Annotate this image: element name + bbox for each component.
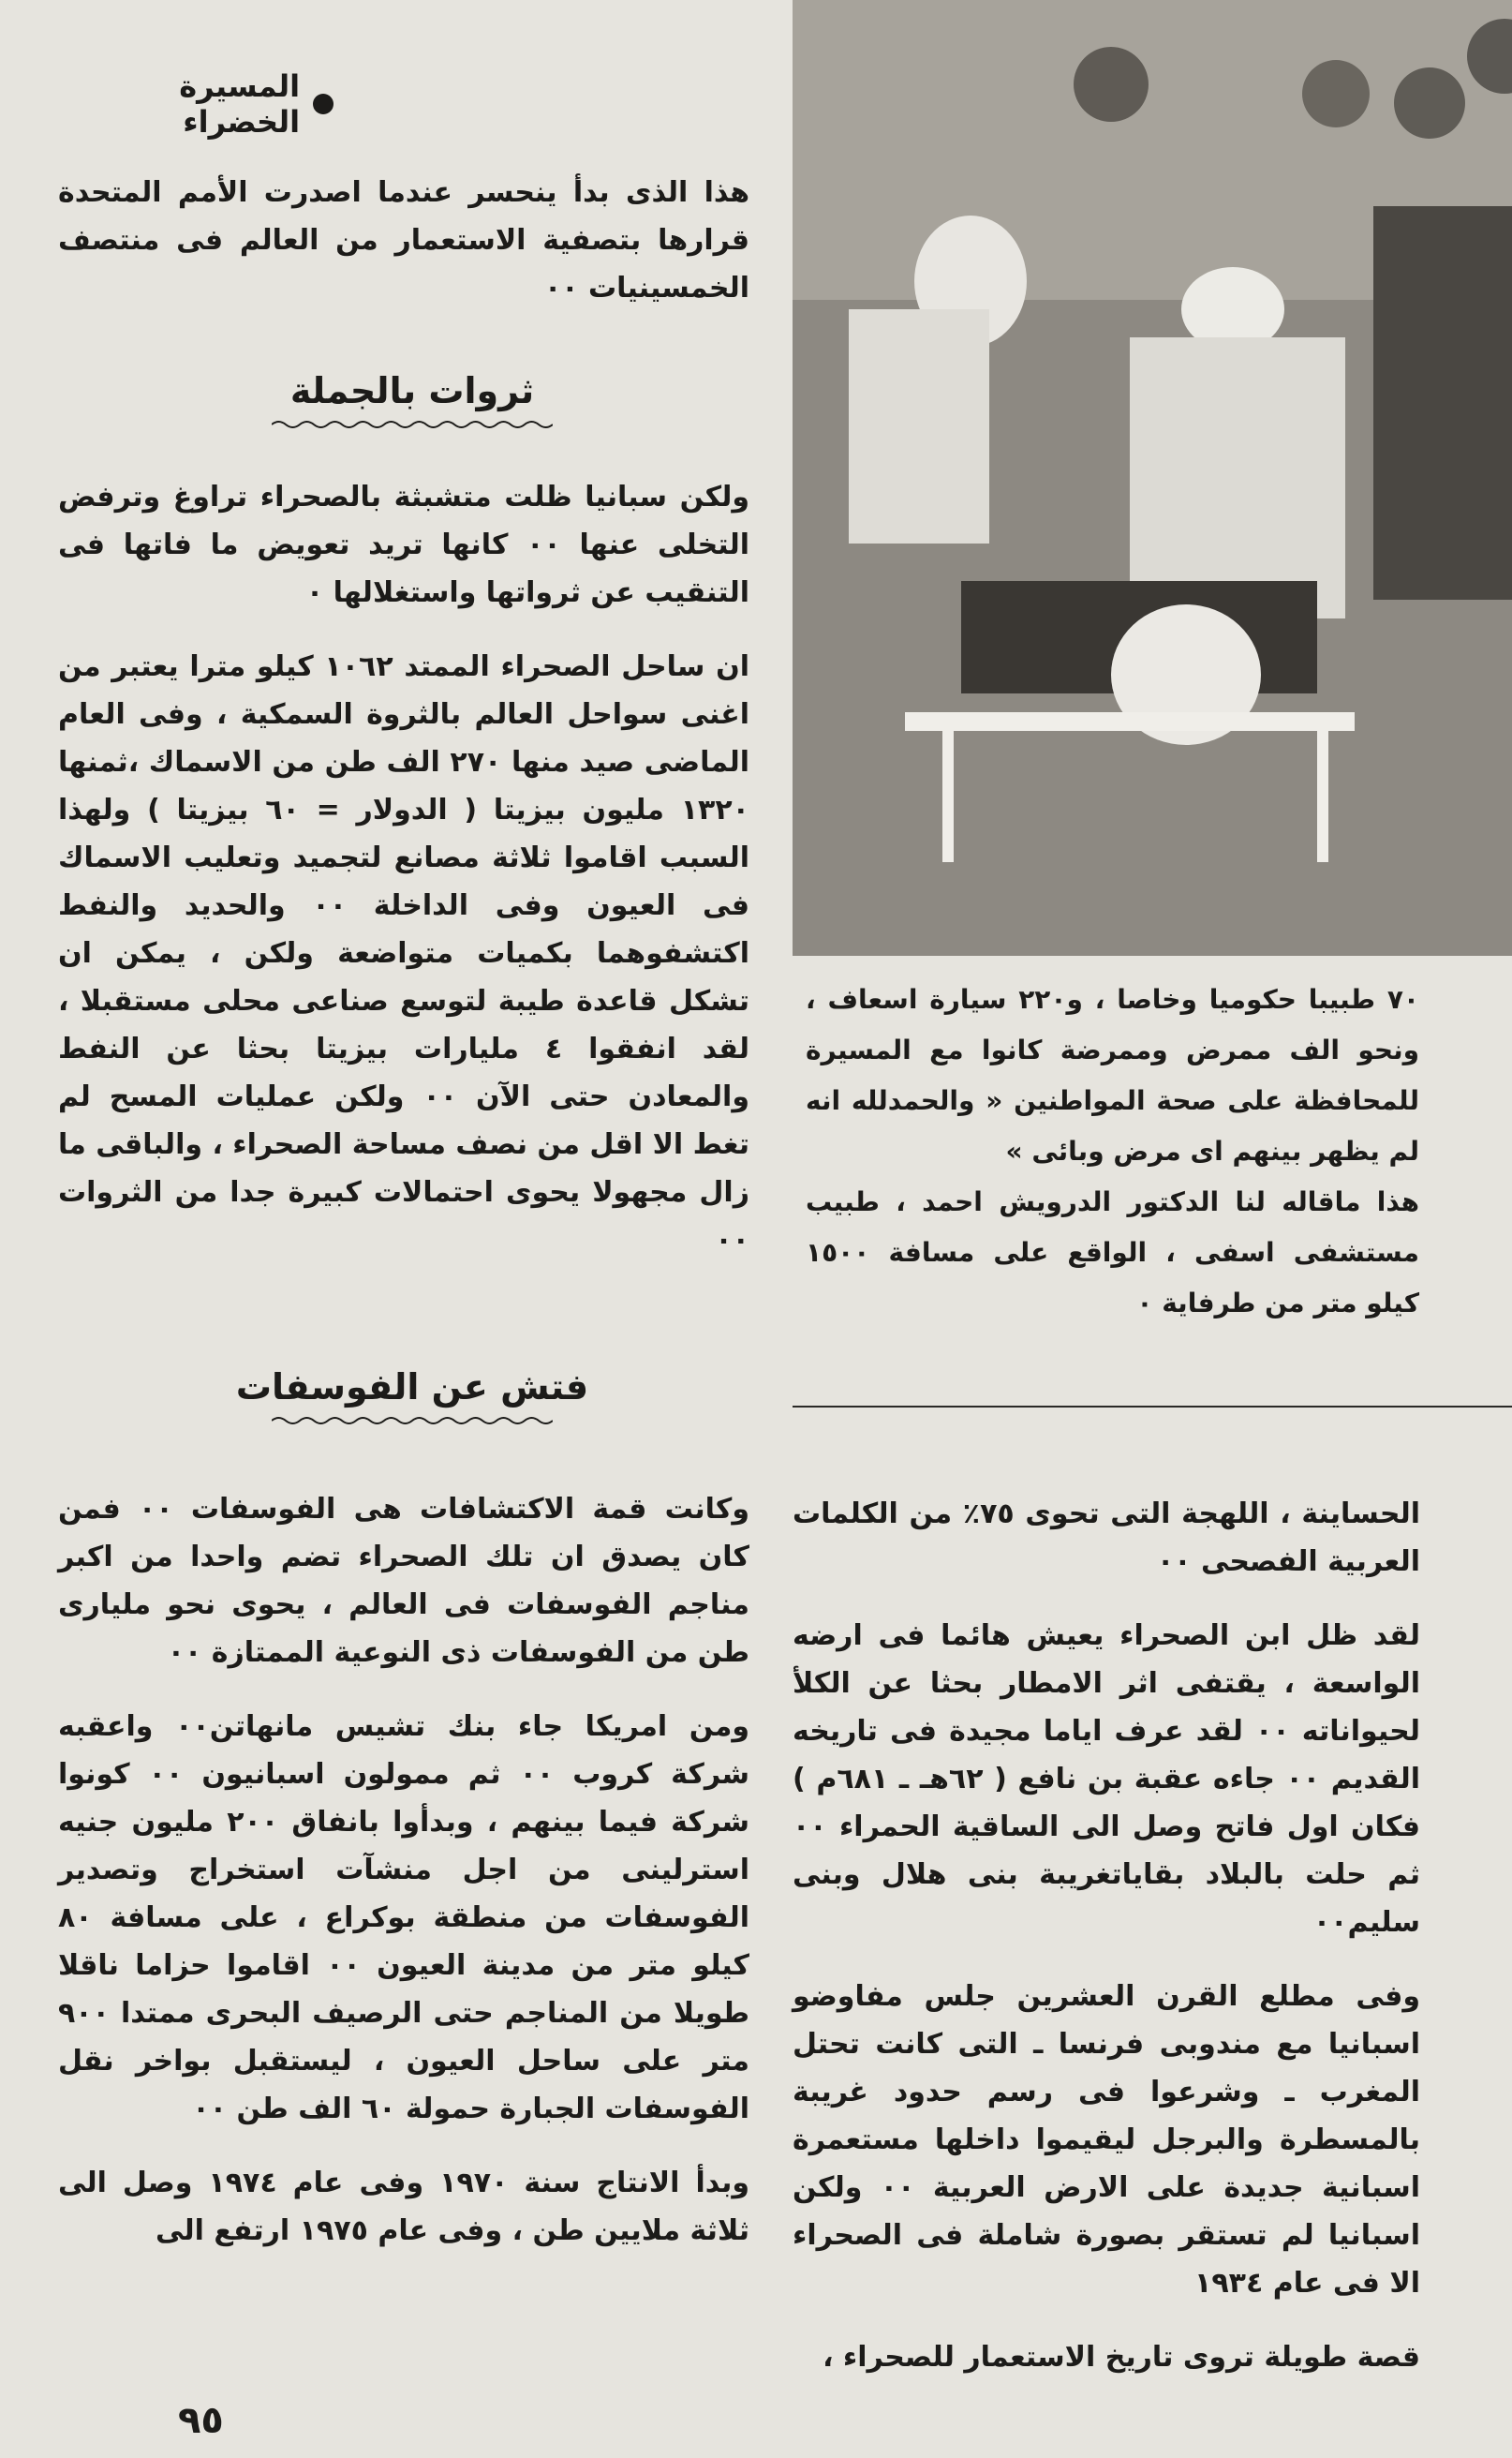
- paragraph: الحساينة ، اللهجة التى تحوى ٧٥٪ من الكلمات العربية الفصحى ٠٠: [793, 1497, 1421, 1578]
- photo-illustration-icon: [793, 0, 1512, 956]
- section-header: [52, 68, 334, 140]
- photo-caption: [806, 975, 1419, 1329]
- medical-team-photo: [793, 0, 1512, 956]
- history-column: [793, 1490, 1420, 2407]
- section-title: المسيرة الخضراء: [179, 68, 301, 140]
- divider: [793, 1406, 1512, 1408]
- intro-paragraph: هذا الذى بدأ ينحسر عندما اصدرت الأمم المتحدة قرارها بتصفية الاستعمار من العالم فى منتصف الخمسينيات ٠٠: [58, 176, 749, 305]
- bullet-icon: [313, 94, 334, 114]
- paragraph: وفى مطلع القرن العشرين جلس مفاوضو اسبانيا مع مندوبى فرنسا ـ التى كانت تحتل المغرب ـ وشرعوا فى رسم حدود غريبة بالمسطرة والبرجل ليقيموا داخلها مستعمرة اسبانية جديدة على الارض العربية ٠٠ ولكن اسبانيا لم تستقر بصورة شاملة فى الصحراء الا فى عام ١٩٣٤: [793, 1980, 1420, 2300]
- paragraph: قصة طويلة تروى تاريخ الاستعمار للصحراء ،: [823, 2341, 1420, 2374]
- paragraph: وبدأ الانتاج سنة ١٩٧٠ وفى عام ١٩٧٤ وصل الى ثلاثة ملايين طن ، وفى عام ١٩٧٥ ارتفع الى: [58, 2167, 749, 2247]
- wave-underline-icon: [272, 1415, 553, 1426]
- wealth-column: [58, 473, 749, 1290]
- heading-phosphate-text: فتش عن الفوسفات: [235, 1366, 589, 1408]
- intro-text: [58, 169, 749, 338]
- caption-line: ٧٠ طبيبا حكوميا وخاصا ، و٢٢٠ سيارة اسعاف ، ونحو الف ممرض وممرضة كانوا مع المسيرة للمحافظة على صحة المواطنين « والحمدلله انه لم يظهر بينهم اى مرض وبائى »: [806, 984, 1419, 1167]
- paragraph: ان ساحل الصحراء الممتد ١٠٦٢ كيلو مترا يعتبر من اغنى سواحل العالم بالثروة السمكية ، وفى العام الماضى صيد منها ٢٧٠ الف طن من الاسماك ،ثمنها ١٣٢٠ مليون بيزيتا ( الدولار = ٦٠ بيزيتا ) ولهذا السبب اقاموا ثلاثة مصانع لتجميد وتعليب الاسماك فى العيون وفى الداخلة ٠٠ والحديد والنفط اكتشفوهما بكميات متواضعة ولكن ، يمكن ان تشكل قاعدة طيبة لتوسع صناعى محلى مستقبلا ، لقد انفقوا ٤ مليارات بيزيتا بحثا عن النفط والمعادن حتى الآن ٠٠ ولكن عمليات المسح لم تغط الا اقل من نصف مساحة الصحراء ، والباقى ما زال مجهولا يحوى احتمالات كبيرة جدا من الثروات ٠٠: [58, 650, 749, 1257]
- paragraph: ولكن سبانيا ظلت متشبثة بالصحراء تراوغ وترفض التخلى عنها ٠٠ كانها تريد تعويض ما فاتها فى التنقيب عن ثرواتها واستغلالها ٠: [58, 481, 749, 609]
- phosphate-column: [58, 1485, 749, 2281]
- paragraph: لقد ظل ابن الصحراء يعيش هائما فى ارضه الواسعة ، يقتفى اثر الامطار بحثا عن الكلأ لحيواناته ٠٠ لقد عرف اياما مجيدة فى تاريخه القديم ٠٠ جاءه عقبة بن نافع ( ٦٢هـ ـ ٦٨١م ) فكان اول فاتح وصل الى الساقية الحمراء ٠٠ ثم حلت بالبلاد بقاياتغريبة بنى هلال وبنى سليم٠٠: [793, 1619, 1420, 1939]
- wave-underline-icon: [272, 419, 553, 430]
- paragraph: وكانت قمة الاكتشافات هى الفوسفات ٠٠ فمن كان يصدق ان تلك الصحراء تضم واحدا من اكبر مناجم الفوسفات فى العالم ، يحوى نحو مليارى طن من الفوسفات ذى النوعية الممتازة ٠٠: [58, 1493, 749, 1669]
- heading-phosphate: [234, 1366, 590, 1426]
- heading-wealth-text: ثروات بالجملة: [289, 370, 535, 411]
- heading-wealth: [244, 370, 581, 430]
- caption-line: هذا ماقاله لنا الدكتور الدرويش احمد ، طبيب مستشفى اسفى ، الواقع على مسافة ١٥٠٠ كيلو متر من طرفاية ٠: [806, 1186, 1419, 1318]
- page-number: ٩٥: [178, 2399, 224, 2442]
- paragraph: ومن امريكا جاء بنك تشيس مانهاتن٠٠ واعقبه شركة كروب ٠٠ ثم ممولون اسبانيون ٠٠ كونوا شركة فيما بينهم ، وبدأوا بانفاق ٢٠٠ مليون جنيه استرلينى من اجل منشآت استخراج وتصدير الفوسفات من منطقة بوكراع ، على مسافة ٨٠ كيلو متر من مدينة العيون ٠٠ اقاموا حزاما ناقلا طويلا من المناجم حتى الرصيف البحرى ممتدا ٩٠٠ متر على ساحل العيون ، ليستقبل بواخر نقل الفوسفات الجبارة حمولة ٦٠ الف طن ٠٠: [58, 1710, 750, 2125]
